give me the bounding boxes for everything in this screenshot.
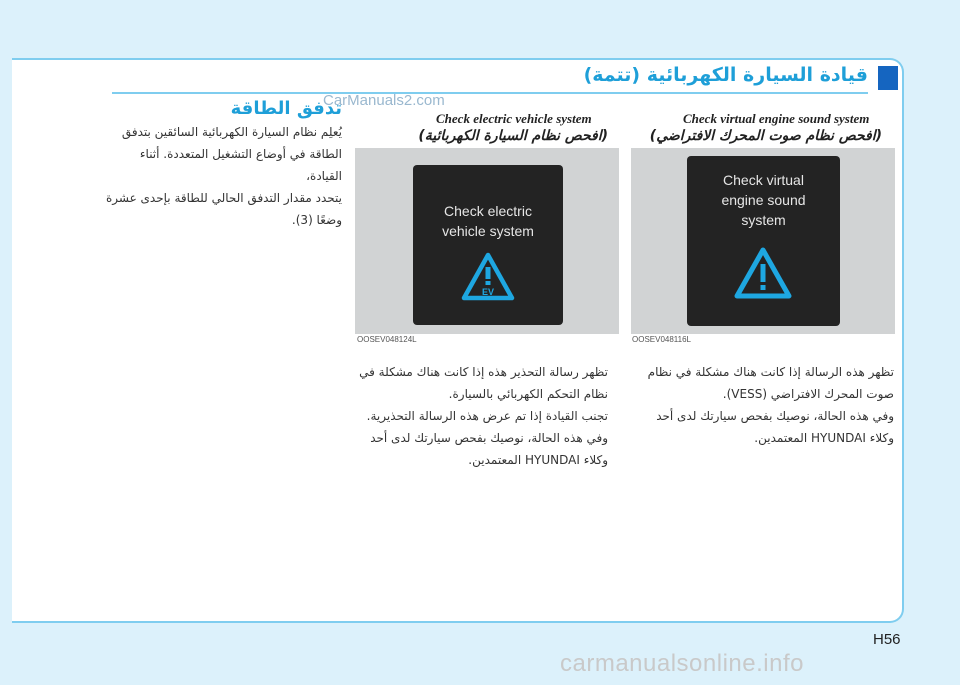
vess-screen-text: Check virtual engine sound system [721,172,806,228]
vess-subheading: (افحص نظام صوت المحرك الافتراضي) [649,128,882,144]
section-title: قيادة السيارة الكهربائية (تتمة) [583,64,868,86]
ev-screen-text: Check electric vehicle system [442,203,534,239]
vess-heading: Check virtual engine sound system [683,111,870,126]
energy-flow-title: تدفق الطاقة [230,98,342,119]
section-marker [878,66,898,90]
ev-body: تظهر رسالة التحذير هذه إذا كانت هناك مشكلة في نظام التحكم الكهربائي بالسيارة. تجنب القيادة إذا تم عرض هذه الرسالة التحذيرية. وفي هذه الحالة، نوصيك بفحص سيارتك لدى أحد وكلاء HYUNDAI المعتمدين. [359,365,608,467]
ev-image-code: OOSEV048124L [357,335,417,344]
page-number: H56 [873,631,901,648]
ev-warning-triangle-icon [460,251,516,303]
watermark-bottom: carmanualsonline.info [560,650,804,677]
header-divider [112,92,868,94]
vess-photo [631,148,895,334]
vess-body: تظهر هذه الرسالة إذا كانت هناك مشكلة في نظام صوت المحرك الافتراضي (VESS). وفي هذه الحالة، نوصيك بفحص سيارتك لدى أحد وكلاء HYUNDAI المعتمدين. [647,365,894,445]
watermark-top: CarManuals2.com [323,92,445,109]
vess-cluster-screen [687,156,840,326]
ev-icon-label: EV [481,287,495,297]
vess-image-code: OOSEV048116L [632,335,692,344]
ev-heading: Check electric vehicle system [436,111,592,126]
warning-triangle-icon [733,246,793,302]
energy-flow-body: يُعلِم نظام السيارة الكهربائية السائقين بتدفق الطاقة في أوضاع التشغيل المتعددة. أثناء القيادة، يتحدد مقدار التدفق الحالي للطاقة بإحدى عشرة وضعًا (3). [105,125,342,227]
ev-subheading: (افحص نظام السيارة الكهربائية) [418,128,608,144]
ev-photo [355,148,619,334]
ev-cluster-screen [413,165,563,325]
